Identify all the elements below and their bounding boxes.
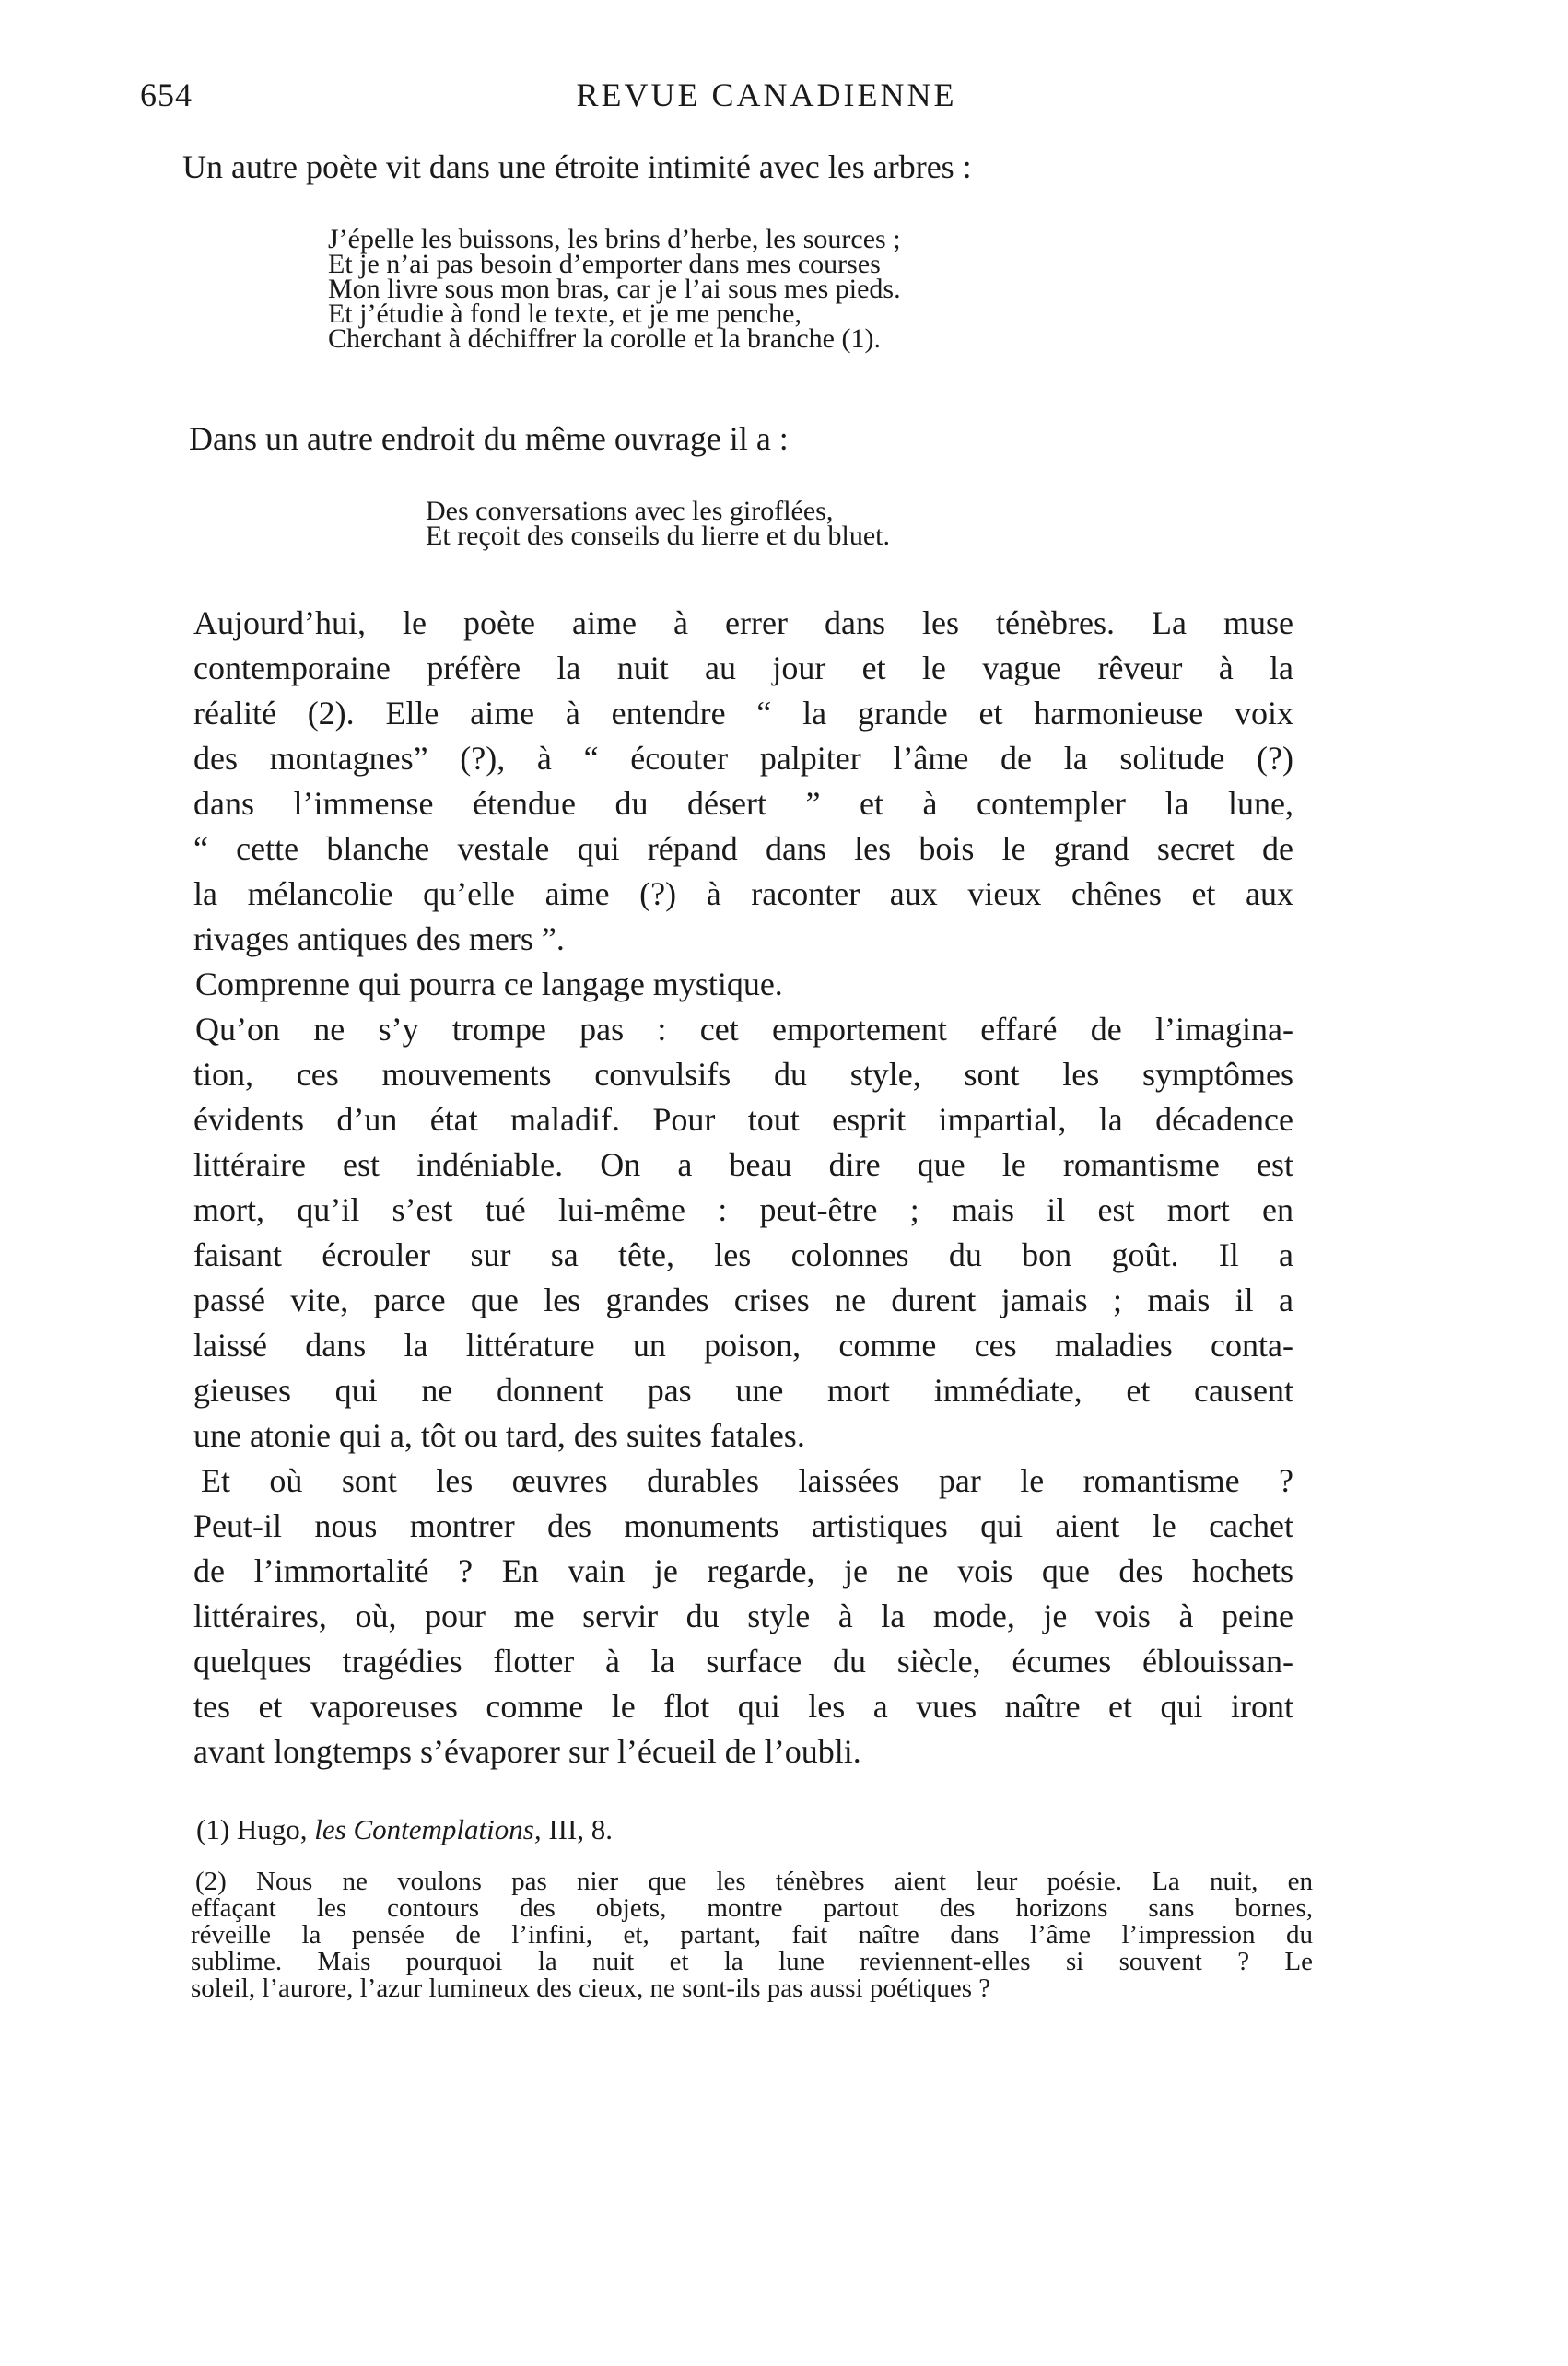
body-line: de l’immortalité ? En vain je regarde, je ne vois que des hochets — [193, 1552, 1293, 1589]
body-line: littéraire est indéniable. On a beau dire que le romantisme est — [193, 1146, 1293, 1183]
body-line: Peut-il nous montrer des monuments artistiques qui aient le cachet — [193, 1507, 1293, 1544]
verse-line: Des conversations avec les giroflées, — [426, 496, 834, 526]
body-line: dans l’immense étendue du désert ” et à contempler la lune, — [193, 785, 1293, 822]
body-line: Et où sont les œuvres durables laissées par le romantisme ? — [201, 1462, 1293, 1499]
verse-line: J’épelle les buissons, les brins d’herbe, les sources ; — [328, 224, 901, 254]
footnote-1-ref: III, 8. — [548, 1813, 614, 1845]
body-line: tes et vaporeuses comme le flot qui les a vues naître et qui iront — [193, 1688, 1293, 1725]
body-line: “ cette blanche vestale qui répand dans les bois le grand secret de — [193, 830, 1293, 867]
body-line: tion, ces mouvements convulsifs du style, sont les symptômes — [193, 1056, 1293, 1093]
verse-line: Cherchant à déchiffrer la corolle et la branche (1). — [328, 323, 881, 354]
body-line: Qu’on ne s’y trompe pas : cet emportement effaré de l’imagina- — [195, 1011, 1293, 1048]
footnote-line: sublime. Mais pourquoi la nuit et la lune reviennent-elles si souvent ? Le — [191, 1947, 1313, 1976]
body-line: laissé dans la littérature un poison, comme ces maladies conta- — [193, 1327, 1293, 1364]
footnote-line: réveille la pensée de l’infini, et, partant, fait naître dans l’âme l’impression du — [191, 1920, 1313, 1950]
body-line: Aujourd’hui, le poète aime à errer dans les ténèbres. La muse — [193, 604, 1293, 641]
body-line: réalité (2). Elle aime à entendre “ la grande et harmonieuse voix — [193, 695, 1293, 732]
page-number: 654 — [140, 76, 193, 113]
verse-line: Et j’étudie à fond le texte, et je me penche, — [328, 299, 802, 329]
body-line: la mélancolie qu’elle aime (?) à raconter aux vieux chênes et aux — [193, 875, 1293, 912]
body-line: mort, qu’il s’est tué lui-même : peut-être ; mais il est mort en — [193, 1191, 1293, 1228]
body-line: littéraires, où, pour me servir du style à la mode, je vois à peine — [193, 1598, 1293, 1634]
body-line: évidents d’un état maladif. Pour tout esprit impartial, la décadence — [193, 1101, 1293, 1138]
body-line: une atonie qui a, tôt ou tard, des suites fatales. — [193, 1417, 805, 1454]
body-line: gieuses qui ne donnent pas une mort immédiate, et causent — [193, 1372, 1293, 1409]
body-line: passé vite, parce que les grandes crises ne durent jamais ; mais il a — [193, 1282, 1293, 1318]
running-header — [140, 76, 1310, 122]
footnote-1-marker: (1) Hugo, — [196, 1813, 308, 1845]
footnote-1-work: les Contemplations, — [314, 1813, 542, 1845]
body-line: rivages antiques des mers ”. — [193, 920, 565, 957]
body-line: contemporaine préfère la nuit au jour et le vague rêveur à la — [193, 650, 1293, 686]
footnote-1 — [196, 1813, 613, 1846]
body-line: quelques tragédies flotter à la surface du siècle, écumes éblouissan- — [193, 1643, 1293, 1680]
journal-title: REVUE CANADIENNE — [576, 76, 957, 113]
footnote-line: effaçant les contours des objets, montre partout des horizons sans bornes, — [191, 1893, 1313, 1923]
body-line: avant longtemps s’évaporer sur l’écueil de l’oubli. — [193, 1733, 861, 1770]
intro-line: Un autre poète vit dans une étroite intimité avec les arbres : — [182, 148, 972, 185]
verse-line: Et je n’ai pas besoin d’emporter dans mes courses — [328, 249, 881, 279]
body-line: Comprenne qui pourra ce langage mystique. — [195, 966, 783, 1002]
footnote-line: soleil, l’aurore, l’azur lumineux des cieux, ne sont-ils pas aussi poétiques ? — [191, 1974, 991, 2003]
transition-line: Dans un autre endroit du même ouvrage il a : — [189, 420, 789, 457]
body-line: des montagnes” (?), à “ écouter palpiter l’âme de la solitude (?) — [193, 740, 1293, 777]
verse-line: Et reçoit des conseils du lierre et du bluet. — [426, 521, 891, 551]
verse-line: Mon livre sous mon bras, car je l’ai sous mes pieds. — [328, 274, 901, 304]
footnote-line: (2) Nous ne voulons pas nier que les ténèbres aient leur poésie. La nuit, en — [195, 1867, 1313, 1896]
body-line: faisant écrouler sur sa tête, les colonnes du bon goût. Il a — [193, 1236, 1293, 1273]
